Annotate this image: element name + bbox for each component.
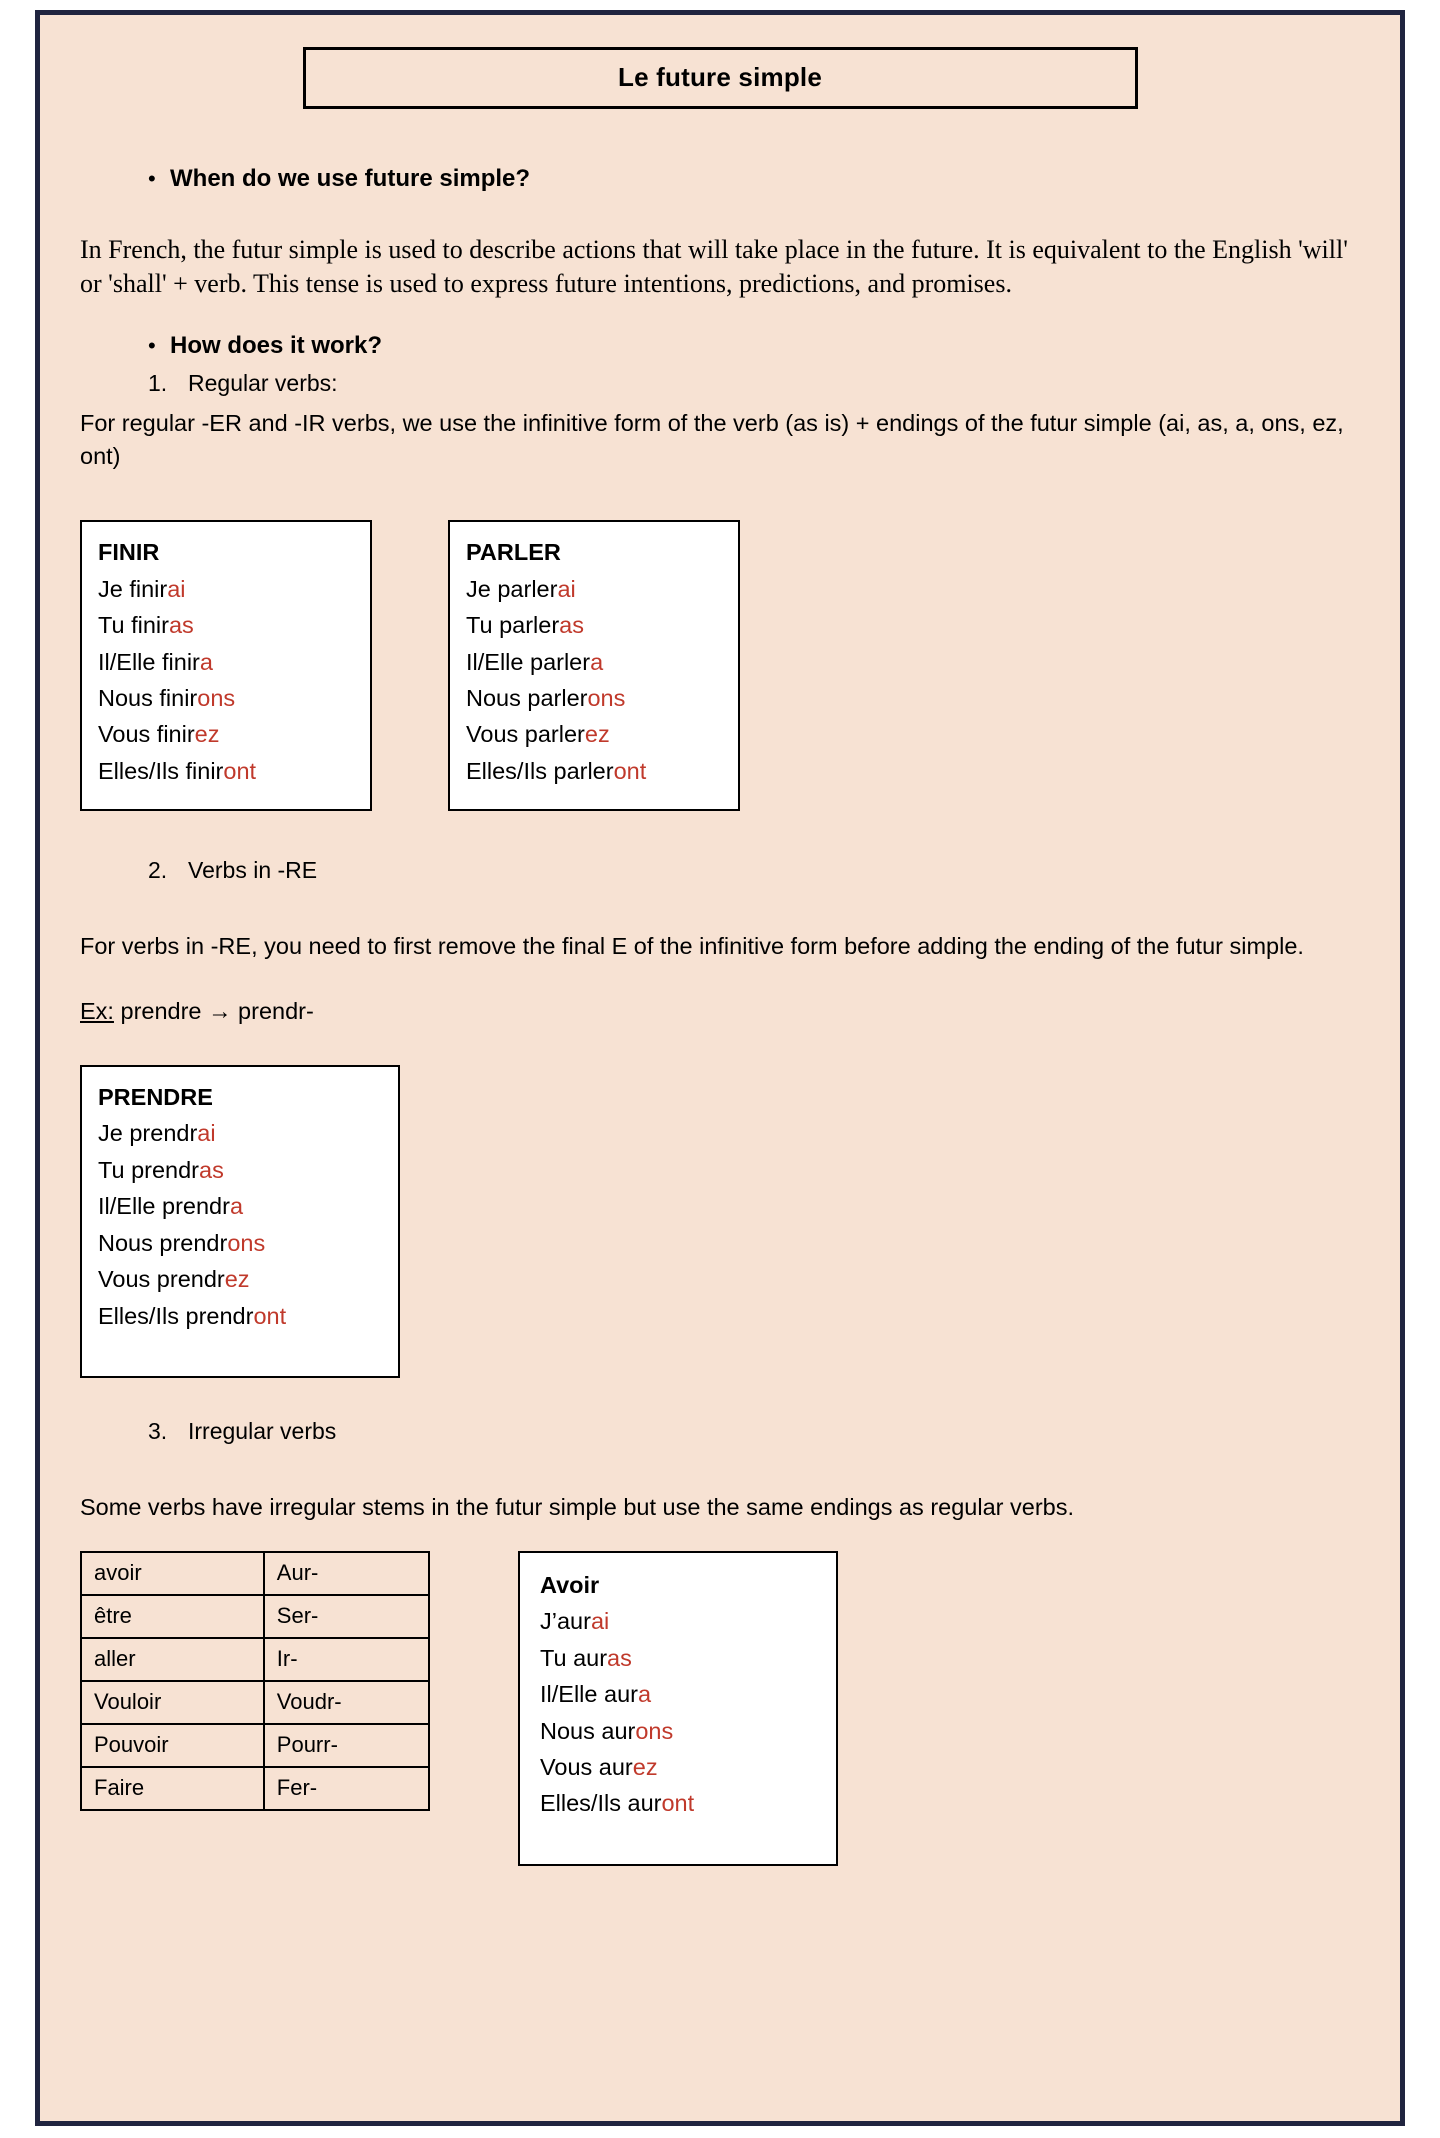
conjugation-line: Tu auras: [540, 1644, 632, 1671]
conjugation-box-prendre: [80, 1065, 400, 1378]
verb-ending: ez: [224, 1266, 250, 1293]
list-item-irregular-verbs: [148, 1418, 1360, 1445]
conjugation-line: Nous parlerons: [466, 684, 626, 711]
verb-ending: ez: [632, 1753, 658, 1780]
table-cell-stem: Pourr-: [264, 1724, 429, 1767]
verb-ending: as: [168, 612, 194, 639]
table-cell-verb: Faire: [81, 1767, 264, 1810]
prendre-conjugation-row: [80, 1065, 1360, 1378]
conjugation-line: Il/Elle aura: [540, 1681, 652, 1708]
conjugation-line: Elles/Ils auront: [540, 1790, 695, 1817]
verb-ending: ont: [223, 757, 257, 784]
verb-ending: a: [637, 1681, 652, 1708]
verb-ending: as: [199, 1156, 224, 1183]
verb-ending: ont: [661, 1790, 695, 1817]
re-verbs-paragraph: For verbs in -RE, you need to first remove the final E of the infinitive form before adding the ending of the futur simple.: [80, 933, 1304, 960]
table-row: [81, 1767, 429, 1810]
table-cell-stem: Ir-: [264, 1638, 429, 1681]
conjugation-line: J’aurai: [540, 1608, 610, 1635]
table-row: [81, 1595, 429, 1638]
conjugation-line: Nous finirons: [98, 684, 236, 711]
list-number: 3.: [148, 1418, 168, 1445]
table-row: [81, 1681, 429, 1724]
conjugation-line: Il/Elle finira: [98, 648, 213, 675]
bullet-dot-icon: •: [148, 332, 156, 358]
verb-ending: ont: [613, 757, 647, 784]
heading-how-does-it-work: [148, 332, 1360, 360]
table-cell-stem: Fer-: [264, 1767, 429, 1810]
irregular-verbs-table: [80, 1551, 430, 1811]
verb-ending: ons: [635, 1717, 674, 1744]
regular-verbs-paragraph: For regular -ER and -IR verbs, we use the infinitive form of the verb (as is) + endings of the futur simple (ai, as, a, ons, ez, ont): [80, 409, 1344, 470]
verb-ending: ai: [197, 1120, 216, 1147]
irregular-section-row: [80, 1551, 1360, 1866]
list-number: 1.: [148, 369, 168, 396]
verb-title: Avoir: [540, 1571, 600, 1598]
example-text: prendre → prendr-: [113, 998, 314, 1025]
conjugation-line: Il/Elle parlera: [466, 648, 604, 675]
table-cell-stem: Voudr-: [264, 1681, 429, 1724]
conjugation-line: Vous aurez: [540, 1753, 658, 1780]
conjugation-line: Nous aurons: [540, 1717, 674, 1744]
table-cell-stem: Aur-: [264, 1552, 429, 1595]
conjugation-line: Tu prendras: [98, 1156, 224, 1183]
table-row: [81, 1724, 429, 1767]
verb-ending: ez: [194, 721, 220, 748]
conjugation-line: Vous prendrez: [98, 1266, 250, 1293]
verb-title: PRENDRE: [98, 1084, 213, 1111]
title-area: [80, 47, 1360, 109]
verb-ending: ons: [587, 684, 626, 711]
conjugation-line: Elles/Ils finiront: [98, 757, 257, 784]
verb-ending: a: [590, 648, 604, 675]
verb-ending: a: [229, 1193, 244, 1220]
conjugation-box-parler: [448, 520, 740, 811]
conjugation-box-avoir: [518, 1551, 838, 1866]
verb-ending: ons: [227, 1229, 266, 1256]
table-cell-verb: Vouloir: [81, 1681, 264, 1724]
verb-ending: ai: [167, 575, 186, 602]
verb-ending: ez: [584, 721, 610, 748]
table-cell-verb: avoir: [81, 1552, 264, 1595]
table-cell-verb: Pouvoir: [81, 1724, 264, 1767]
heading-how-label: How does it work?: [170, 331, 383, 359]
conjugation-line: Vous finirez: [98, 721, 220, 748]
verb-ending: as: [607, 1644, 632, 1671]
intro-paragraph: In French, the futur simple is used to describe actions that will take place in the future. It is equivalent to the English 'will' or 'shall' + verb. This tense is used to express future intentions, predictions, and promises.: [80, 235, 1348, 299]
list-item-regular-verbs: [148, 370, 1360, 397]
table-cell-stem: Ser-: [264, 1595, 429, 1638]
irregular-verbs-paragraph: Some verbs have irregular stems in the futur simple but use the same endings as regular verbs.: [80, 1494, 1075, 1521]
conjugation-line: Je parlerai: [466, 575, 576, 602]
verb-title: FINIR: [98, 539, 160, 566]
verb-title: PARLER: [466, 539, 561, 566]
page-sheet: [35, 10, 1405, 2126]
list-label: Verbs in -RE: [188, 857, 318, 884]
conjugation-line: Elles/Ils parleront: [466, 757, 647, 784]
conjugation-line: Nous prendrons: [98, 1229, 266, 1256]
example-line: [80, 998, 1360, 1025]
conjugation-line: Elles/Ils prendront: [98, 1302, 287, 1329]
conjugation-line: Il/Elle prendra: [98, 1193, 244, 1220]
verb-ending: ai: [557, 575, 576, 602]
verb-ending: as: [559, 612, 584, 639]
conjugation-line: Vous parlerez: [466, 721, 610, 748]
page-title: Le future simple: [617, 62, 822, 92]
table-row: [81, 1638, 429, 1681]
conjugation-line: Je prendrai: [98, 1120, 216, 1147]
table-row: [81, 1552, 429, 1595]
verb-ending: ons: [197, 684, 236, 711]
bullet-dot-icon: •: [148, 166, 156, 191]
heading-when-do-we-use: [148, 165, 1360, 193]
table-cell-verb: être: [81, 1595, 264, 1638]
list-label: Regular verbs:: [188, 369, 338, 396]
verb-ending: ai: [590, 1608, 610, 1635]
list-number: 2.: [148, 857, 168, 884]
list-item-verbs-in-re: [148, 857, 1360, 884]
heading-when-label: When do we use future simple?: [170, 165, 531, 192]
conjugation-line: Je finirai: [98, 575, 186, 602]
conjugation-line: Tu parleras: [466, 612, 584, 639]
conjugation-line: Tu finiras: [98, 612, 194, 639]
example-prefix: Ex:: [80, 998, 114, 1025]
regular-conjugation-boxes: [80, 520, 1360, 811]
conjugation-box-finir: [80, 520, 372, 811]
list-label: Irregular verbs: [188, 1418, 337, 1445]
verb-ending: ont: [253, 1302, 287, 1329]
verb-ending: a: [199, 648, 213, 675]
title-box: [303, 47, 1138, 109]
table-cell-verb: aller: [81, 1638, 264, 1681]
